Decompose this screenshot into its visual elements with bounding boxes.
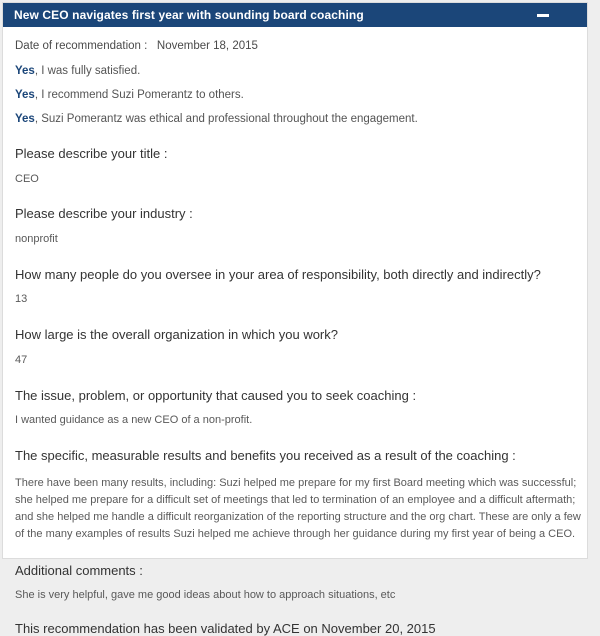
question-results: The specific, measurable results and benefits you received as a result of the coaching :	[15, 447, 516, 463]
validation-statement: This recommendation has been validated by ACE on November 20, 2015	[15, 621, 436, 636]
confirmation-recommend	[15, 89, 575, 101]
answer-additional-comments: She is very helpful, gave me good ideas about how to approach situations, etc	[15, 589, 396, 602]
question-title: Please describe your title :	[15, 146, 168, 161]
recommendation-body	[3, 27, 587, 636]
confirmation-text: , Suzi Pomerantz was ethical and professional throughout the engagement.	[34, 113, 418, 125]
confirmation-prefix: Yes	[15, 89, 35, 101]
question-issue: The issue, problem, or opportunity that caused you to seek coaching :	[15, 387, 417, 403]
question-organization-size: How large is the overall organization in which you work?	[15, 327, 338, 343]
date-of-recommendation: Date of recommendation : November 18, 2015	[15, 40, 258, 52]
answer-title: CEO	[15, 172, 39, 185]
answer-industry: nonprofit	[15, 232, 58, 245]
question-additional-comments: Additional comments :	[15, 562, 143, 578]
window-titlebar	[3, 3, 587, 27]
confirmation-ethical	[15, 113, 575, 125]
confirmation-text: , I was fully satisfied.	[34, 65, 141, 77]
question-industry: Please describe your industry :	[15, 206, 193, 222]
confirmation-text: , I recommend Suzi Pomerantz to others.	[34, 89, 244, 101]
confirmation-prefix: Yes	[15, 65, 35, 77]
answer-organization-size: 47	[15, 353, 28, 366]
page-title: New CEO navigates first year with sounding board coaching	[14, 8, 364, 22]
confirmation-satisfied	[15, 65, 575, 77]
answer-people-overseen: 13	[15, 293, 28, 306]
answer-results: There have been many results, including: Suzi helped me prepare for my first Board meeting which was successful; she helped me prepare for a difficult set of meetings that led to termination of an employee and a difficult aftermath; and she helped me handle a difficult reorganization of the reporting structure and the org chart. These are only a few of the many examples of results Suzi helped me achieve through her guidance during my first year of being a CEO.	[15, 476, 581, 540]
confirmation-prefix: Yes	[15, 113, 35, 125]
answer-issue: I wanted guidance as a new CEO of a non-profit.	[15, 414, 253, 427]
recommendation-card	[2, 2, 588, 636]
minimize-icon[interactable]	[537, 9, 549, 21]
question-people-overseen: How many people do you oversee in your area of responsibility, both directly and indirectly?	[15, 266, 541, 282]
